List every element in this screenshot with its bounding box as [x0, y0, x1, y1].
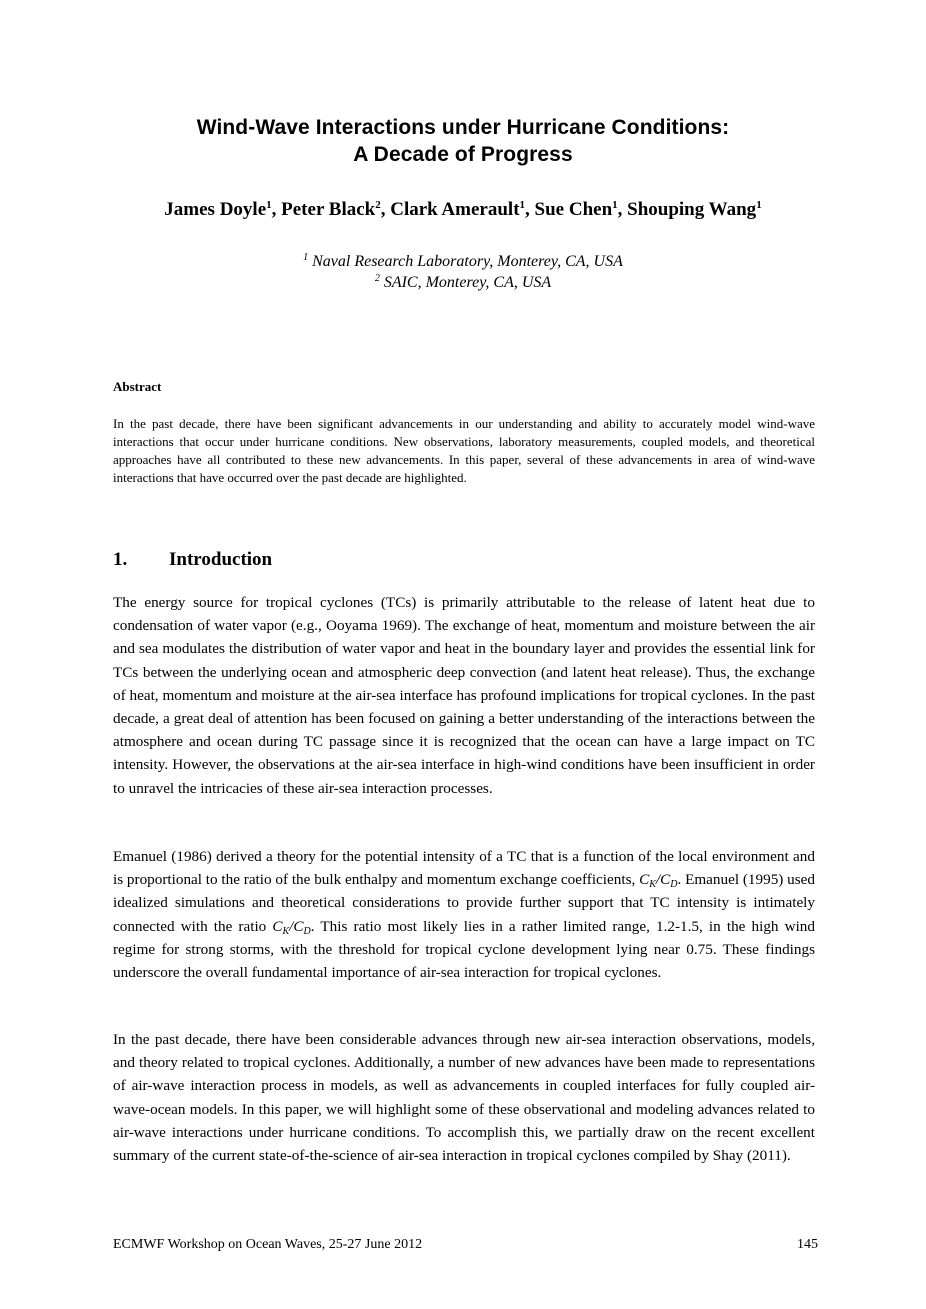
title-line-1: Wind-Wave Interactions under Hurricane Conditions:: [196, 116, 730, 139]
section-title: Introduction: [169, 549, 273, 570]
ck-cd-ratio: [272, 918, 310, 935]
affiliations: [0, 251, 926, 293]
symbol-c: C: [639, 871, 650, 889]
author-affiliation-mark: 2: [375, 199, 381, 211]
paragraph-2: [113, 845, 815, 984]
author-name: Sue Chen: [534, 199, 613, 220]
affiliation-text: SAIC, Monterey, CA, USA: [383, 274, 552, 291]
affiliation-mark: 1: [303, 252, 309, 263]
affiliation-text: Naval Research Laboratory, Monterey, CA, USA: [312, 253, 623, 270]
affiliation-line: [0, 251, 926, 272]
symbol-c: C: [293, 917, 304, 935]
symbol-slash: /: [289, 917, 294, 935]
symbol-slash: /: [655, 871, 661, 889]
author-name: Peter Black: [281, 199, 376, 220]
paragraph-1: The energy source for tropical cyclones (TCs) is primarily attributable to the release of latent heat due to condensation of water vapor (e.g., Ooyama 1969). The exchange of heat, momentum and moisture between the air and sea modulates the distribution of water vapor and heat in the boundary layer and provides the essential link for TCs between the underlying ocean and atmospheric deep convection (and latent heat release). Thus, the exchange of heat, momentum and moisture at the air-sea interface has profound implications for tropical cyclones. In the past decade, a great deal of attention has been focused on gaining a better understanding of the interactions between the atmosphere and ocean during TC passage since it is recognized that the ocean can have a large impact on TC intensity. However, the observations at the air-sea interface in high-wind conditions have been insufficient in order to unravel the intricacies of these air-sea interaction processes.: [113, 594, 815, 797]
author-affiliation-mark: 1: [612, 199, 618, 211]
affiliation-line: [0, 272, 926, 293]
page-number: 145: [797, 1237, 818, 1252]
subscript-k: K: [282, 925, 290, 937]
section-number: 1.: [113, 549, 128, 570]
author-affiliation-mark: 1: [519, 199, 526, 211]
author-name: Clark Amerault: [390, 199, 520, 220]
section-heading: [113, 548, 272, 572]
author-affiliation-mark: 1: [266, 199, 272, 211]
paragraph-2-part-1: Emanuel (1986) derived a theory for the potential intensity of a TC that is a function of the local environment and is proportional to the ratio of the bulk enthalpy and momentum exchange coefficients,: [113, 848, 815, 889]
author-name: Shouping Wang: [627, 199, 757, 220]
abstract-body: In the past decade, there have been significant advancements in our understanding and ability to accurately model wind-wave interactions that occur under hurricane conditions. New observations, laboratory measurements, coupled models, and theoretical approaches have all contributed to these new advancements. In this paper, several of these advancements in area of wind-wave interactions that have occurred over the past decade are highlighted.: [113, 416, 815, 485]
title-line-2: A Decade of Progress: [353, 143, 573, 166]
symbol-c: C: [660, 871, 671, 889]
subscript-k: K: [649, 879, 656, 891]
paper-title: [0, 114, 926, 168]
affiliation-mark: 2: [374, 273, 380, 284]
subscript-d: D: [303, 925, 311, 937]
author-name: James Doyle: [164, 199, 267, 220]
paragraph-2-part-2: . Emanuel (1995) used idealized simulations and theoretical considerations to provide further support that TC intensity is intimately connected with the ratio: [113, 871, 815, 935]
author-list: James Doyle$^1$, Peter Black$^2$, Clark Amerault$^1$, Sue Chen$^1$, Shouping Wang$^1$: [164, 199, 762, 220]
symbol-c: C: [272, 917, 283, 935]
subscript-d: D: [670, 879, 678, 891]
footer-workshop: ECMWF Workshop on Ocean Waves, 25-27 June 2012: [113, 1237, 423, 1252]
paragraph-3: In the past decade, there have been considerable advances through new air-sea interaction observations, models, and theory related to tropical cyclones. Additionally, a number of new advances have been made to representations of air-wave interaction process in models, as well as advancements in coupled interfaces for fully coupled air-wave-ocean models. In this paper, we will highlight some of these observational and modeling advances related to air-wave interactions under hurricane conditions. To accomplish this, we partially draw on the recent excellent summary of the current state-of-the-science of air-sea interaction in tropical cyclones compiled by Shay (2011).: [113, 1031, 815, 1165]
abstract-heading: Abstract: [113, 379, 162, 394]
ck-cd-ratio: [639, 871, 678, 891]
author-affiliation-mark: 1: [756, 199, 762, 211]
paragraph-2-part-3: . This ratio most likely lies in a rather limited range, 1.2-1.5, in the high wind regime for strong storms, with the threshold for tropical cyclone development lying near 0.75. These findings underscore the overall fundamental importance of air-sea interaction for tropical cyclones.: [113, 917, 815, 982]
